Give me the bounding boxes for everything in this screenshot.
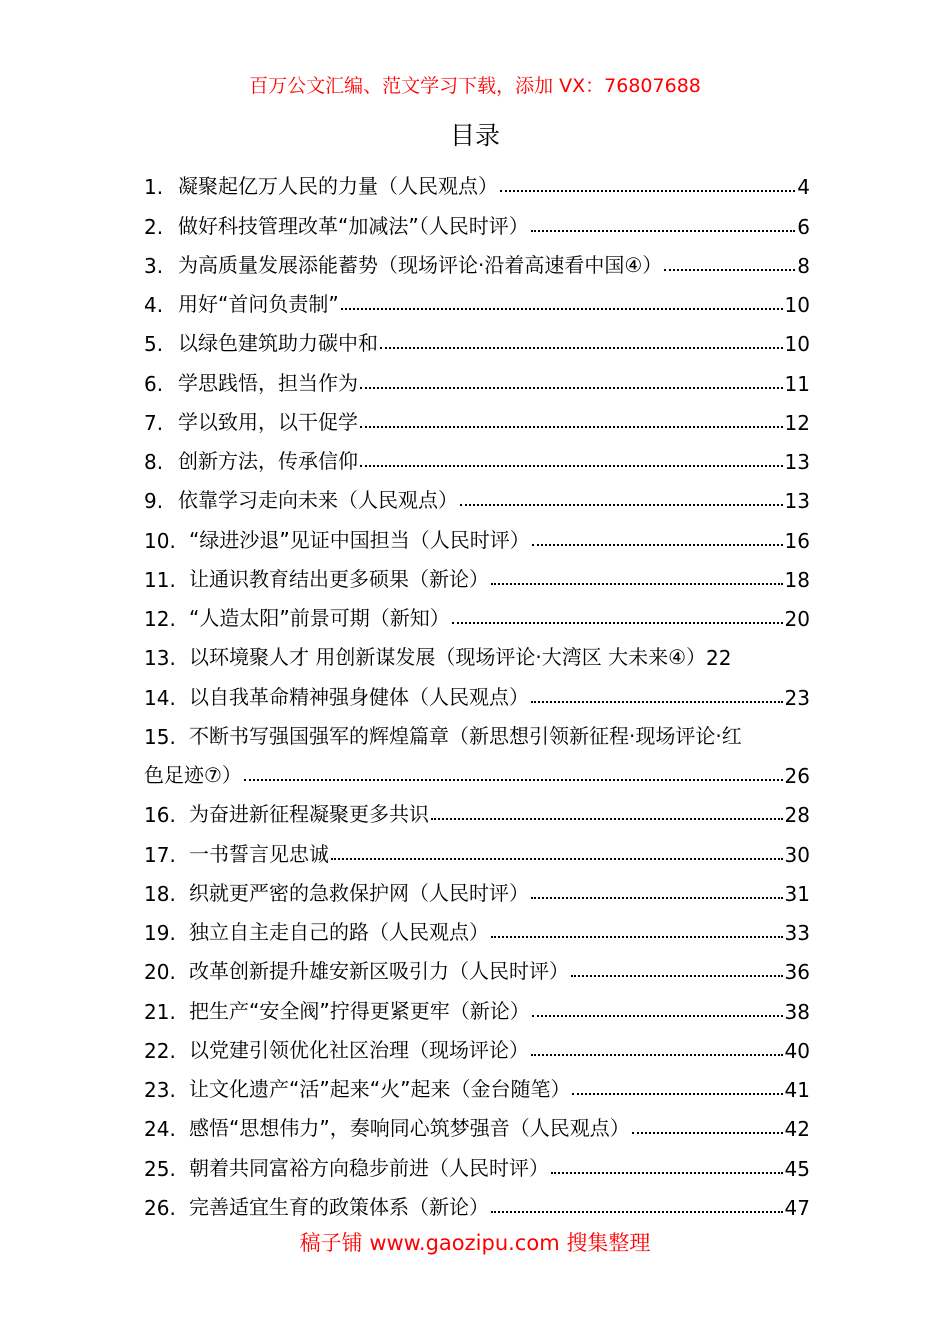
toc-entry-number: 16.: [144, 803, 176, 828]
toc-entry-title: 做好科技管理改革“加减法”（人民时评）: [178, 213, 529, 238]
toc-entry-page: 13: [784, 450, 810, 474]
toc-entry[interactable]: [144, 160, 810, 199]
toc-entry-page: 8: [797, 253, 810, 278]
toc-entry-number: 12.: [144, 607, 176, 631]
toc-entry-title: “人造太阳”前景可期（新知）: [189, 606, 450, 630]
toc-entry-title: 让通识教育结出更多硕果（新论）: [189, 566, 489, 591]
toc-entry-number: 21.: [144, 999, 176, 1024]
toc-entry-page: 23: [784, 685, 810, 710]
dot-leader: [531, 701, 783, 703]
dot-leader: [531, 897, 783, 899]
toc-entry-number: 11.: [144, 567, 176, 592]
toc-entry-page: 6: [797, 214, 810, 239]
toc-entry-number: 26.: [144, 1195, 176, 1220]
toc-entry-number: 20.: [144, 960, 176, 985]
toc-entry[interactable]: [144, 1024, 810, 1063]
toc-entry-number: 6.: [144, 371, 164, 396]
toc-entry-page: 4: [797, 175, 810, 200]
dot-leader: [360, 465, 783, 467]
dot-leader: [500, 190, 795, 192]
toc-entry-title: 依靠学习走向未来（人民观点）: [178, 488, 458, 513]
toc-entry-title: 朝着共同富裕方向稳步前进（人民时评）: [189, 1155, 549, 1180]
toc-entry-title: 不断书写强国强军的辉煌篇章（新思想引领新征程·现场评论·红: [189, 723, 742, 748]
toc-entry-page: 30: [784, 842, 810, 867]
toc-entry[interactable]: [144, 1102, 810, 1141]
toc-entry-page: 38: [784, 999, 810, 1024]
toc-entry[interactable]: [144, 396, 810, 435]
table-of-contents: [144, 160, 810, 1220]
toc-entry[interactable]: [144, 239, 810, 278]
toc-entry-page: 11: [784, 371, 810, 396]
toc-entry[interactable]: [144, 867, 810, 906]
dot-leader: [491, 583, 783, 585]
toc-entry[interactable]: [144, 317, 810, 356]
dot-leader: [452, 622, 783, 624]
dot-leader: [491, 1211, 783, 1213]
toc-entry-number: 23.: [144, 1078, 176, 1102]
toc-entry-title: 以绿色建筑助力碳中和: [178, 331, 378, 356]
dot-leader: [532, 544, 783, 546]
dot-leader: [331, 858, 783, 860]
toc-entry-page: 10: [784, 293, 810, 317]
toc-entry-page: 26: [784, 764, 810, 788]
toc-entry[interactable]: [144, 435, 810, 474]
toc-entry-page: 41: [784, 1078, 810, 1102]
toc-entry[interactable]: [144, 592, 810, 631]
toc-entry[interactable]: [144, 278, 810, 317]
toc-entry[interactable]: [144, 553, 810, 592]
dot-leader: [460, 504, 783, 506]
toc-entry-wrapped-second-line[interactable]: [144, 749, 810, 788]
toc-entry-title: 让文化遗产“活”起来“火”起来（金台随笔）: [189, 1077, 571, 1101]
toc-entry-number: 15.: [144, 724, 176, 749]
toc-entry-number: 9.: [144, 489, 164, 514]
toc-entry-page: 10: [784, 332, 810, 357]
toc-entry-number: 2.: [144, 214, 164, 239]
toc-entry-page: 18: [784, 567, 810, 592]
toc-entry-title: 为高质量发展添能蓄势（现场评论·沿着高速看中国④）: [178, 252, 663, 277]
toc-entry-number: 7.: [144, 410, 164, 435]
toc-entry[interactable]: [144, 1181, 810, 1220]
toc-entry-title: 独立自主走自己的路（人民观点）: [189, 920, 489, 944]
toc-entry-number: 17.: [144, 842, 176, 867]
toc-entry-title: 以党建引领优化社区治理（现场评论）: [189, 1037, 529, 1062]
toc-entry-number: 3.: [144, 253, 164, 278]
toc-entry[interactable]: [144, 945, 810, 984]
toc-entry-page: 47: [784, 1195, 810, 1220]
toc-entry-number: 10.: [144, 528, 176, 553]
toc-entry-page: 45: [784, 1156, 810, 1181]
toc-entry-number: 1.: [144, 175, 164, 200]
toc-entry-title: 以环境聚人才 用创新谋发展（现场评论·大湾区 大未来④）: [189, 645, 707, 670]
toc-entry-title-continued: 色足迹⑦）: [144, 763, 242, 787]
toc-entry-title: 为奋进新征程凝聚更多共识: [189, 802, 429, 827]
dot-leader: [531, 230, 796, 232]
toc-entry-title: 以自我革命精神强身健体（人民观点）: [189, 684, 529, 709]
toc-entry-number: 13.: [144, 646, 176, 671]
toc-entry-title: 感悟“思想伟力”，奏响同心筑梦强音（人民观点）: [189, 1116, 630, 1141]
toc-entry-title: 凝聚起亿万人民的力量（人民观点）: [178, 174, 498, 199]
dot-leader: [431, 818, 783, 820]
dot-leader: [551, 1172, 783, 1174]
toc-entry-page: 31: [784, 881, 810, 906]
toc-entry[interactable]: [144, 356, 810, 395]
toc-entry[interactable]: [144, 906, 810, 945]
toc-entry-number: 25.: [144, 1156, 176, 1181]
toc-entry[interactable]: [144, 827, 810, 866]
toc-entry-page: 42: [784, 1117, 810, 1142]
toc-entry-title: “绿进沙退”见证中国担当（人民时评）: [189, 527, 530, 552]
dot-leader: [380, 347, 783, 349]
toc-entry-title: 把生产“安全阀”拧得更紧更牢（新论）: [189, 998, 530, 1023]
toc-entry-number: 14.: [144, 685, 176, 710]
dot-leader: [360, 387, 783, 389]
toc-entry-title: 学以致用，以干促学: [178, 409, 358, 434]
toc-entry-page: 20: [784, 607, 810, 631]
toc-entry-page: 12: [784, 410, 810, 435]
toc-entry-wrapped-first-line[interactable]: [144, 710, 810, 749]
toc-entry-number: 5.: [144, 332, 164, 357]
dot-leader: [341, 308, 783, 310]
toc-entry[interactable]: [144, 1063, 810, 1102]
toc-entry-title: 一书誓言见忠诚: [189, 841, 329, 866]
toc-entry-title: 用好“首问负责制”: [178, 292, 339, 316]
toc-entry-number: 22.: [144, 1038, 176, 1063]
dot-leader: [531, 1054, 783, 1056]
toc-entry-title: 创新方法，传承信仰: [178, 449, 358, 473]
toc-entry-page: 36: [784, 960, 810, 985]
dot-leader: [532, 1015, 783, 1017]
dot-leader: [360, 426, 783, 428]
toc-entry[interactable]: [144, 1141, 810, 1180]
toc-entry-number: 8.: [144, 450, 164, 474]
toc-entry-number: 18.: [144, 881, 176, 906]
toc-entry-title: 织就更严密的急救保护网（人民时评）: [189, 880, 529, 905]
dot-leader: [244, 779, 783, 781]
toc-title: 目录: [449, 121, 500, 150]
header-banner: 百万公文汇编、范文学习下载，添加 VX：76807688: [249, 75, 701, 97]
toc-entry[interactable]: [144, 513, 810, 552]
toc-entry-page: 13: [784, 489, 810, 514]
toc-entry[interactable]: [144, 984, 810, 1023]
dot-leader: [572, 1093, 782, 1095]
toc-entry[interactable]: [144, 788, 810, 827]
toc-entry-number: 24.: [144, 1117, 176, 1142]
dot-leader: [632, 1132, 783, 1134]
toc-entry-page: 28: [784, 803, 810, 828]
toc-entry[interactable]: [144, 474, 810, 513]
toc-entry-title: 完善适宜生育的政策体系（新论）: [189, 1194, 489, 1219]
toc-entry-title: 改革创新提升雄安新区吸引力（人民时评）: [189, 959, 569, 984]
toc-entry-page: 22: [706, 646, 732, 671]
toc-entry-title: 学思践悟，担当作为: [178, 370, 358, 395]
toc-entry-page: 40: [784, 1038, 810, 1063]
footer-banner: 稿子铺 www.gaozipu.com 搜集整理: [299, 1231, 651, 1255]
toc-entry-number: 19.: [144, 921, 176, 945]
dot-leader: [664, 269, 795, 271]
dot-leader: [491, 936, 783, 938]
toc-entry-page: 33: [784, 921, 810, 945]
toc-entry[interactable]: [144, 670, 810, 709]
toc-entry[interactable]: [144, 199, 810, 238]
toc-entry-number: 4.: [144, 293, 164, 317]
toc-entry-page: 16: [784, 528, 810, 553]
toc-entry[interactable]: [144, 631, 810, 670]
dot-leader: [571, 975, 783, 977]
